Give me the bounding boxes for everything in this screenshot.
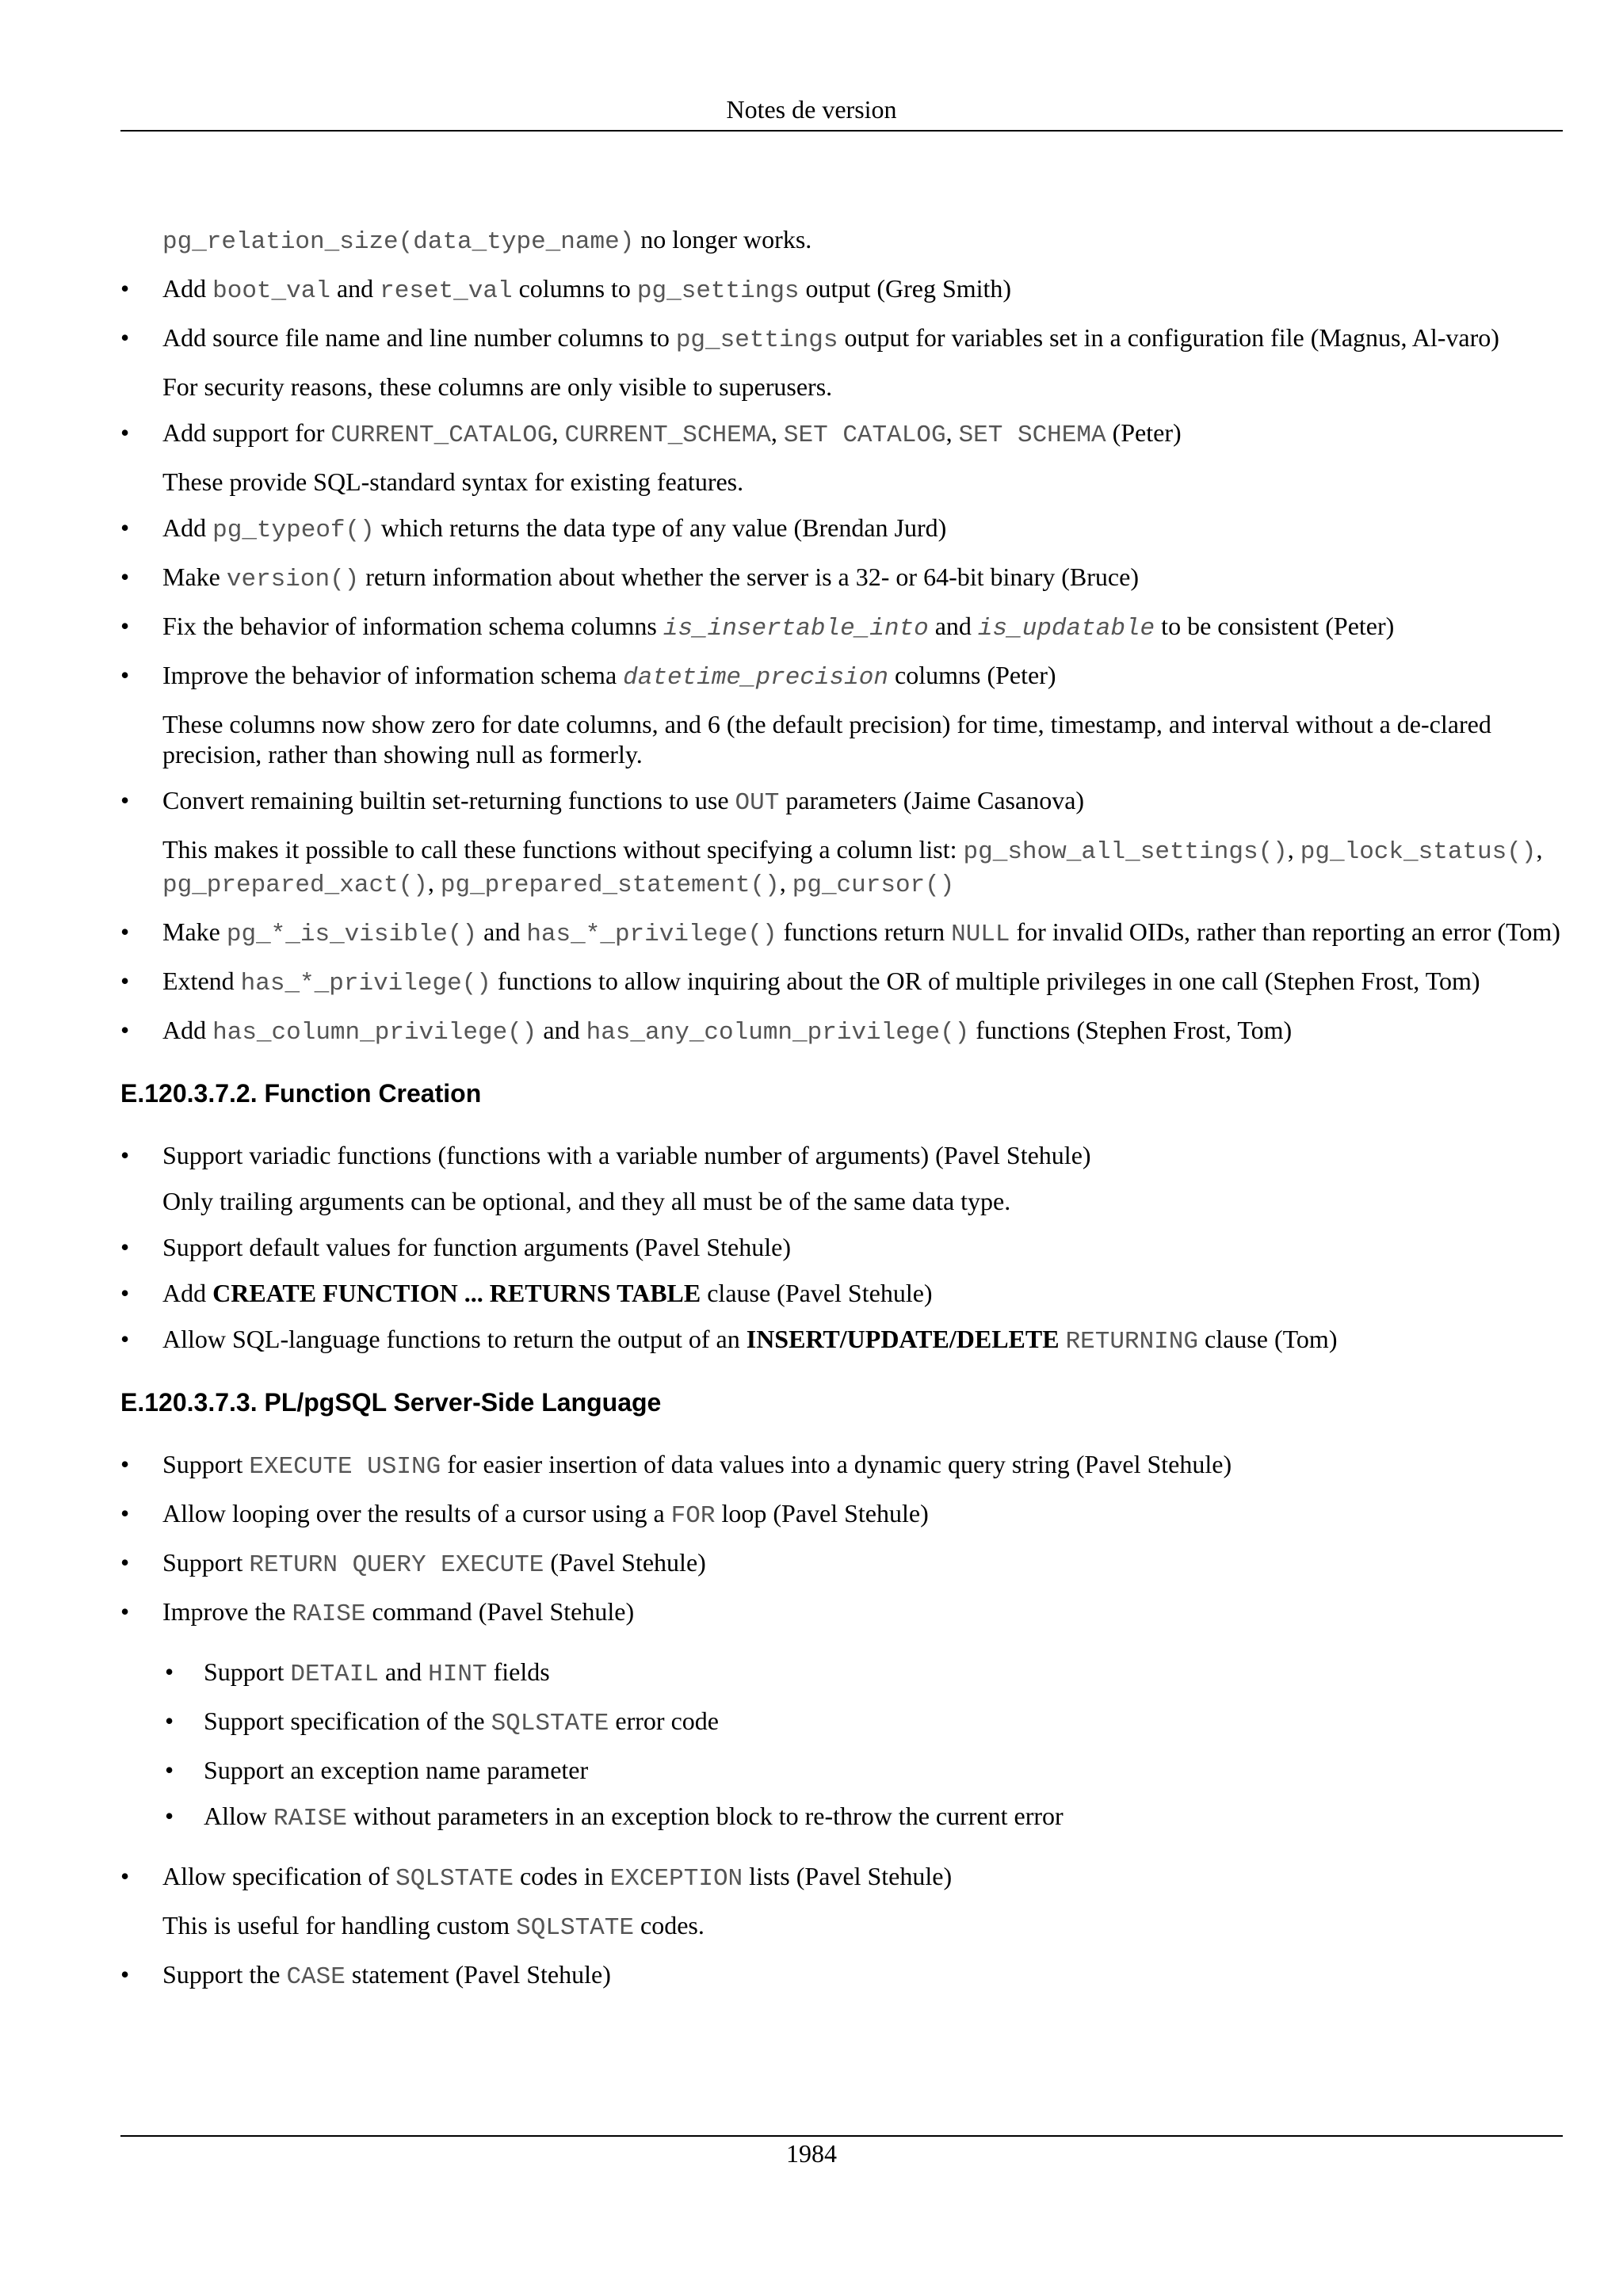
- text-span: Support default values for function arguments (Pavel Stehule): [162, 1233, 791, 1261]
- code-span: SET CATALOG: [783, 421, 946, 449]
- text-span: Add: [162, 1016, 213, 1044]
- bullet: •: [120, 786, 130, 814]
- code-span: is_updatable: [977, 615, 1155, 643]
- text-span: clause (Tom): [1198, 1325, 1338, 1353]
- code-span: HINT: [428, 1661, 487, 1688]
- item-note: Only trailing arguments can be optional, and they all must be of the same data type.: [162, 1187, 1011, 1215]
- bullet: •: [120, 1233, 130, 1261]
- text-span: Allow: [204, 1802, 273, 1830]
- code-span: version(): [226, 566, 360, 593]
- text-span: codes.: [634, 1911, 705, 1939]
- text-span: ,: [1287, 835, 1300, 864]
- code-span: RAISE: [292, 1600, 366, 1628]
- list-item: [120, 562, 1561, 595]
- bold-span: DELETE: [956, 1325, 1060, 1353]
- code-span: RETURNING: [1065, 1328, 1198, 1356]
- list-item: [120, 273, 1561, 307]
- list-item: [120, 322, 1561, 356]
- text-span: This makes it possible to call these functions without specifying a column list:: [162, 835, 964, 864]
- section-heading: E.120.3.7.3. PL/pgSQL Server-Side Language: [120, 1388, 662, 1417]
- bullet: •: [120, 1450, 130, 1478]
- code-span: SQLSTATE: [491, 1710, 609, 1737]
- text-span: Add source file name and line number columns to: [162, 323, 676, 352]
- text-span: This is useful for handling custom: [162, 1911, 517, 1939]
- code-span: RETURN QUERY EXECUTE: [249, 1551, 544, 1579]
- text-span: Improve the: [162, 1597, 292, 1626]
- text-span: [1060, 1325, 1066, 1353]
- code-span: pg_settings: [675, 326, 838, 354]
- code-span: EXECUTE USING: [249, 1453, 441, 1481]
- text-span: functions (Stephen Frost, Tom): [969, 1016, 1293, 1044]
- list-item: [120, 1449, 1561, 1482]
- text-span: ,: [779, 868, 792, 897]
- code-span: RAISE: [273, 1805, 348, 1833]
- list-item: [120, 660, 1561, 693]
- bullet: •: [120, 1016, 130, 1044]
- code-span: has_*_privilege(): [526, 921, 777, 948]
- section-heading: E.120.3.7.2. Function Creation: [120, 1079, 482, 1108]
- list-item: [120, 1324, 1561, 1357]
- bullet: •: [120, 1499, 130, 1527]
- text-span: Allow looping over the results of a cursor using a: [162, 1499, 671, 1527]
- text-span: output for variables set in a configuration file (Magnus, Al-varo): [838, 323, 1499, 352]
- code-span: CURRENT_SCHEMA: [564, 421, 771, 449]
- code-span: NULL: [951, 921, 1010, 948]
- bullet: •: [120, 1325, 130, 1353]
- list-item: [120, 1596, 1561, 1630]
- code-span: SET SCHEMA: [958, 421, 1106, 449]
- code-span: pg_typeof(): [212, 517, 375, 544]
- code-span: has_column_privilege(): [212, 1019, 537, 1047]
- list-item: [120, 1498, 1561, 1531]
- page-number: 1984: [786, 2139, 837, 2168]
- text-span: Improve the behavior of information schema: [162, 661, 624, 689]
- text-span: without parameters in an exception block to re-throw the current error: [347, 1802, 1064, 1830]
- code-span: has_any_column_privilege(): [586, 1019, 970, 1047]
- list-item: [120, 1278, 1561, 1308]
- list-item: [120, 1015, 1561, 1048]
- code-span: boot_val: [212, 277, 330, 305]
- item-note: [120, 1910, 1561, 1943]
- text-span: functions to allow inquiring about the OR of multiple privileges in one call (Stephen Frost, Tom): [491, 967, 1480, 995]
- text-span: for invalid OIDs, rather than reporting an error (Tom): [1010, 917, 1560, 946]
- bullet: •: [165, 1707, 174, 1735]
- list-item: [120, 1959, 1561, 1993]
- list-item: [120, 1861, 1561, 1894]
- code-span: pg_relation_size(data_type_name): [162, 228, 635, 256]
- bullet: •: [120, 418, 130, 447]
- text-span: and: [537, 1016, 586, 1044]
- text-span: parameters (Jaime Casanova): [779, 786, 1085, 814]
- text-span: columns (Peter): [888, 661, 1056, 689]
- bold-span: /: [839, 1325, 847, 1353]
- sub-list-item: [120, 1657, 1561, 1690]
- list-item: [120, 1232, 1561, 1262]
- code-span: EXCEPTION: [609, 1865, 743, 1893]
- text-span: which returns the data type of any value (Brendan Jurd): [374, 513, 947, 542]
- header-rule: [120, 130, 1563, 132]
- bullet: •: [120, 1960, 130, 1989]
- code-span: SQLSTATE: [516, 1914, 634, 1942]
- text-span: Add: [162, 513, 213, 542]
- bullet: •: [120, 274, 130, 303]
- text-span: and: [477, 917, 527, 946]
- text-span: codes in: [513, 1862, 610, 1890]
- code-span: pg_lock_status(): [1300, 838, 1537, 866]
- list-item: [120, 1140, 1561, 1170]
- bullet: •: [120, 1141, 130, 1169]
- text-span: and: [330, 274, 380, 303]
- text-span: loop (Pavel Stehule): [715, 1499, 929, 1527]
- code-span: SQLSTATE: [395, 1865, 514, 1893]
- text-span: Support: [162, 1450, 250, 1478]
- sub-list-item: [120, 1755, 1561, 1785]
- code-span: DETAIL: [290, 1661, 379, 1688]
- text-span: columns to: [512, 274, 637, 303]
- code-span: pg_prepared_statement(): [440, 871, 780, 899]
- bullet: •: [165, 1802, 174, 1830]
- list-item: [120, 785, 1561, 818]
- code-span: reset_val: [380, 277, 513, 305]
- bold-span: INSERT: [746, 1325, 840, 1353]
- bullet: •: [165, 1756, 174, 1784]
- bullet: •: [120, 1548, 130, 1577]
- page-header-title: Notes de version: [726, 95, 897, 124]
- bullet: •: [120, 513, 130, 542]
- text-span: (Pavel Stehule): [544, 1548, 706, 1577]
- text-span: ,: [945, 418, 959, 447]
- text-span: fields: [487, 1657, 550, 1686]
- text-span: Support specification of the: [204, 1707, 491, 1735]
- list-item: [120, 418, 1561, 451]
- item-note: These columns now show zero for date columns, and 6 (the default precision) for time, timestamp, and interval without a de-clared precision, rather than showing null as formerly.: [162, 710, 1491, 769]
- bullet: •: [120, 917, 130, 946]
- sub-list-item: [120, 1706, 1561, 1739]
- text-span: and: [378, 1657, 429, 1686]
- text-span: lists (Pavel Stehule): [743, 1862, 953, 1890]
- text-span: error code: [609, 1707, 719, 1735]
- footer-rule: [120, 2135, 1563, 2137]
- continuation-paragraph: [120, 224, 1561, 257]
- list-item: [120, 513, 1561, 546]
- text-span: Allow SQL-language functions to return the output of an: [162, 1325, 747, 1353]
- text-span: Add: [162, 274, 213, 303]
- bold-span: /: [949, 1325, 957, 1353]
- bold-span: UPDATE: [846, 1325, 949, 1353]
- text-span: Support an exception name parameter: [204, 1756, 589, 1784]
- text-span: Convert remaining builtin set-returning functions to use: [162, 786, 735, 814]
- text-span: Support: [162, 1548, 250, 1577]
- bullet: •: [120, 563, 130, 591]
- sub-list-item: [120, 1801, 1561, 1834]
- text-span: return information about whether the server is a 32- or 64-bit binary (Bruce): [359, 563, 1139, 591]
- item-note: [120, 834, 1561, 901]
- bullet: •: [120, 1279, 130, 1307]
- bold-span: CREATE FUNCTION ... RETURNS TABLE: [212, 1279, 701, 1307]
- text-span: Support variadic functions (functions with a variable number of arguments) (Pavel Stehule): [162, 1141, 1091, 1169]
- text-span: Support the: [162, 1960, 287, 1989]
- text-span: command (Pavel Stehule): [365, 1597, 635, 1626]
- bullet: •: [120, 1862, 130, 1890]
- text-span: ,: [427, 868, 441, 897]
- page-body: [120, 224, 1561, 1993]
- code-span: pg_cursor(): [792, 871, 955, 899]
- text-span: Add: [162, 1279, 213, 1307]
- bullet: •: [120, 1597, 130, 1626]
- text-span: Make: [162, 917, 227, 946]
- text-span: Fix the behavior of information schema columns: [162, 612, 663, 640]
- code-span: pg_settings: [636, 277, 800, 305]
- text-span: ,: [552, 418, 565, 447]
- code-span: pg_prepared_xact(): [162, 871, 428, 899]
- code-span: is_insertable_into: [663, 615, 929, 643]
- code-span: CURRENT_CATALOG: [330, 421, 552, 449]
- text-span: to be consistent (Peter): [1155, 612, 1395, 640]
- text-span: and: [928, 612, 978, 640]
- list-item: [120, 611, 1561, 644]
- bullet: •: [165, 1657, 174, 1686]
- code-span: FOR: [670, 1502, 716, 1530]
- text-span: (Peter): [1106, 418, 1182, 447]
- code-span: OUT: [735, 789, 780, 817]
- text-span: Support: [204, 1657, 291, 1686]
- bullet: •: [120, 323, 130, 352]
- text-span: Make: [162, 563, 227, 591]
- list-item: [120, 917, 1561, 950]
- list-item: [120, 966, 1561, 999]
- code-span: pg_show_all_settings(): [963, 838, 1288, 866]
- text-span: Add support for: [162, 418, 331, 447]
- bullet: •: [120, 967, 130, 995]
- text-span: Allow specification of: [162, 1862, 396, 1890]
- text-span: statement (Pavel Stehule): [345, 1960, 611, 1989]
- text-span: ,: [770, 418, 784, 447]
- text-span: Extend: [162, 967, 241, 995]
- code-span: datetime_precision: [623, 664, 888, 692]
- text-span: ,: [1536, 835, 1543, 864]
- text-span: clause (Pavel Stehule): [701, 1279, 933, 1307]
- text-span: for easier insertion of data values into a dynamic query string (Pavel Stehule): [441, 1450, 1232, 1478]
- item-note: These provide SQL-standard syntax for existing features.: [162, 467, 744, 496]
- code-span: has_*_privilege(): [240, 970, 491, 997]
- text-span: functions return: [777, 917, 952, 946]
- bullet: •: [120, 612, 130, 640]
- text-span: no longer works.: [634, 225, 812, 254]
- bullet: •: [120, 661, 130, 689]
- item-note: For security reasons, these columns are only visible to superusers.: [162, 372, 833, 401]
- text-span: output (Greg Smith): [799, 274, 1012, 303]
- list-item: [120, 1547, 1561, 1581]
- code-span: pg_*_is_visible(): [226, 921, 478, 948]
- code-span: CASE: [286, 1963, 346, 1991]
